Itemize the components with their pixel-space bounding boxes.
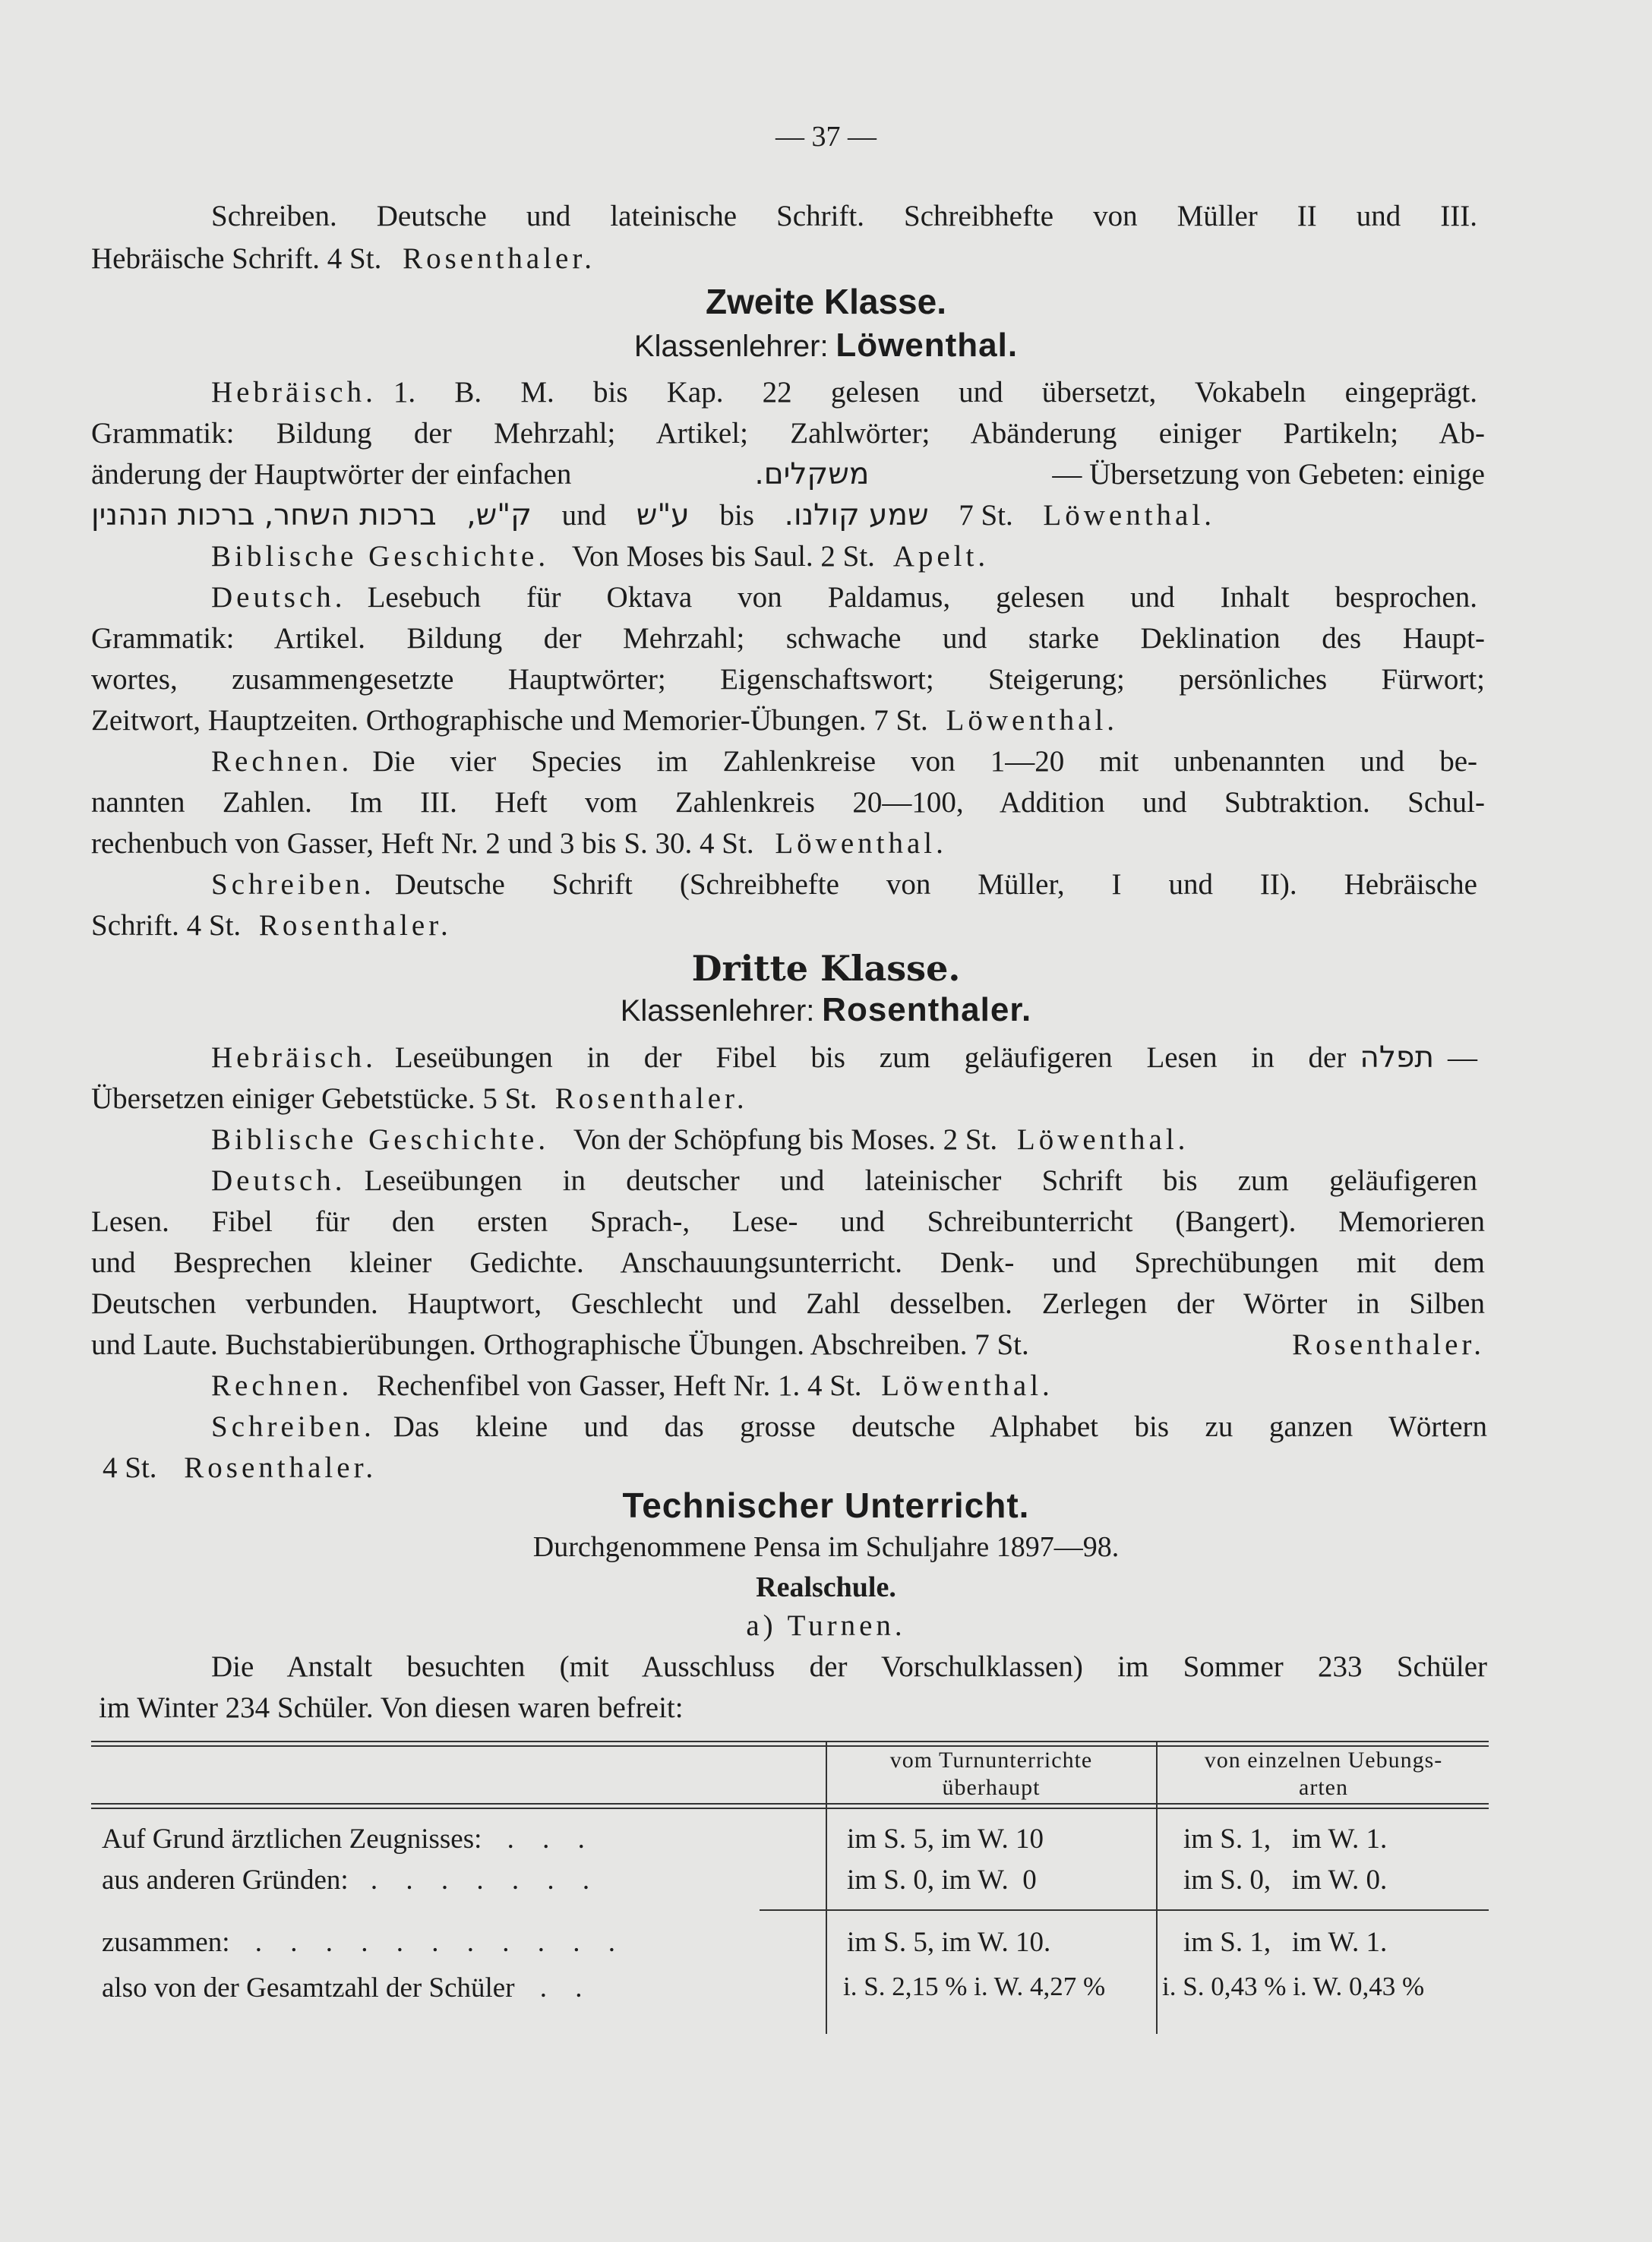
section-title: Technischer Unterricht. (622, 1486, 1030, 1525)
table-column-rule (1156, 1741, 1158, 2034)
text-span: und Laute. Buchstabierübungen. Orthographische Übungen. Abschreiben. 7 St. (91, 1328, 1029, 1361)
hebrew-text: שמע קולנו. (784, 498, 929, 532)
subsection-title: Realschule. (756, 1571, 896, 1603)
text-span: Hebräische Schrift. 4 St. (91, 242, 382, 275)
text-span: Rechenfibel von Gasser, Heft Nr. 1. 4 St. (376, 1369, 862, 1402)
table-rule (91, 1808, 1489, 1809)
text-span: Schrift. 4 St. (91, 909, 242, 942)
table-header-line: überhaupt (942, 1775, 1041, 1800)
hebrew-text: ע"ש (636, 498, 690, 532)
section-title: Dritte Klasse. (691, 948, 961, 989)
text-span: Zeitwort, Hauptzeiten. Orthographische und Memorier-Übungen. 7 St. (91, 704, 928, 737)
text-line (91, 1082, 748, 1116)
table-column-rule (826, 1741, 827, 2034)
hebrew-text: משקלים. (754, 457, 870, 491)
table-header-line: von einzelnen Uebungs- (1204, 1748, 1443, 1773)
row-label-text: aus anderen Gründen: (102, 1865, 349, 1896)
text-line (91, 457, 1485, 491)
section-subtitle: Durchgenommene Pensa im Schuljahre 1897—98. (532, 1531, 1120, 1563)
table-rule (760, 1909, 1489, 1911)
table-row-label (102, 1864, 600, 1896)
text-line (211, 375, 1477, 409)
text-line: und Besprechen kleiner Gedichte. Anschauungsunterricht. Denk- und Sprechübungen mit dem (91, 1246, 1485, 1279)
subject-label: Rechnen. (211, 745, 353, 778)
subject-label: Hebräisch. (211, 376, 377, 409)
text-span: Übersetzen einiger Gebetstücke. 5 St. (91, 1082, 537, 1115)
table-header (828, 1747, 1155, 1801)
table-rule (91, 1741, 1489, 1742)
teacher-name: Löwenthal. (1043, 499, 1215, 532)
text-line (211, 539, 989, 573)
teacher-name: Löwenthal. (1016, 1123, 1189, 1156)
teacher-name: Löwenthal. (775, 827, 947, 860)
text-span: 4 St. (103, 1451, 157, 1484)
class-teacher-name: Rosenthaler. (822, 991, 1032, 1028)
table-header-line: arten (1299, 1775, 1348, 1800)
text-line (211, 867, 1477, 902)
leader-dots: . . . (507, 1824, 595, 1855)
subject-label: Hebräisch. (211, 1041, 377, 1074)
text-line (211, 1040, 1477, 1075)
text-span: Die vier Species im Zahlenkreise von 1—20 mit unbenannten und be- (372, 745, 1477, 778)
text-span: 7 St. (959, 499, 1013, 532)
text-span: Deutsche Schrift (Schreibhefte von Müller, I und II). Hebräische (394, 868, 1477, 901)
text-span: Von Moses bis Saul. 2 St. (571, 540, 875, 573)
row-label-text: also von der Gesamtzahl der Schüler (102, 1972, 515, 2004)
text-line: im Winter 234 Schüler. Von diesen waren befreit: (99, 1691, 684, 1724)
text-line (103, 1451, 377, 1485)
text-line: Lesen. Fibel für den ersten Sprach-, Lese- und Schreibunterricht (Bangert). Memorieren (91, 1205, 1485, 1238)
subject-label: Deutsch. (211, 1164, 346, 1197)
text-line (211, 1123, 1189, 1157)
table-rule (91, 1803, 1489, 1805)
hebrew-text: ברכות השחר, ברכות הנהנין (91, 498, 437, 532)
text-line (91, 826, 947, 860)
text-line: Grammatik: Artikel. Bildung der Mehrzahl; schwache und starke Deklination des Haupt- (91, 622, 1485, 655)
text-line: Grammatik: Bildung der Mehrzahl; Artikel; Zahlwörter; Abänderung einiger Partikeln; Ab- (91, 417, 1485, 450)
table-cell: im S. 0, im W. 0. (1183, 1865, 1388, 1896)
teacher-name: Löwenthal. (881, 1369, 1053, 1402)
class-teacher-name: Löwenthal. (835, 327, 1019, 364)
text-line: wortes, zusammengesetzte Hauptwörter; Eigenschaftswort; Steigerung; persönliches Fürwort; (91, 663, 1485, 696)
class-teacher-label: Klassenlehrer: (633, 330, 829, 363)
table-header (1158, 1747, 1489, 1801)
text-line (211, 580, 1477, 614)
teacher-name: Rosenthaler. (1292, 1328, 1485, 1361)
teacher-name: Rosenthaler. (258, 909, 452, 942)
subject-label: Deutsch. (211, 581, 346, 614)
text-span: rechenbuch von Gasser, Heft Nr. 2 und 3 bis S. 30. 4 St. (91, 827, 754, 860)
text-line: Deutschen verbunden. Hauptwort, Geschlecht und Zahl desselben. Zerlegen der Wörter in Silben (91, 1287, 1485, 1320)
subsection-title: a) Turnen. (746, 1609, 906, 1642)
table-header-line: vom Turnunterrichte (889, 1748, 1093, 1773)
hebrew-text: תפלה (1360, 1040, 1434, 1075)
leader-dots: . . . . . . . (370, 1865, 601, 1896)
exemption-table (91, 1741, 1489, 2037)
leader-dots: . . . . . . . . . . . (254, 1927, 627, 1958)
subject-label: Biblische Geschichte. (211, 540, 550, 573)
table-cell: im S. 5, im W. 10 (847, 1824, 1044, 1855)
table-row-label (102, 1926, 626, 1959)
text-line: Die Anstalt besuchten (mit Ausschluss der Vorschulklassen) im Sommer 233 Schüler (211, 1650, 1487, 1683)
table-cell: i. S. 0,43 % i. W. 0,43 % (1162, 1972, 1425, 2001)
subject-label: Schreiben. (211, 1410, 375, 1443)
text-span: Leseübungen in deutscher und lateinischer Schrift bis zum geläufigeren (364, 1164, 1477, 1197)
subject-label: Biblische Geschichte. (211, 1123, 550, 1156)
page-number: — 37 — (775, 121, 877, 153)
text-span: 1. B. M. bis Kap. 22 gelesen und übersetzt, Vokabeln eingeprägt. (393, 376, 1477, 409)
text-span: Lesebuch für Oktava von Paldamus, gelesen und Inhalt besprochen. (367, 581, 1477, 614)
text-line (91, 498, 1215, 532)
leader-dots: . . (539, 1972, 593, 2004)
hebrew-text: ק"ש, (466, 498, 532, 532)
subject-label: Schreiben. (211, 868, 375, 901)
text-line (91, 242, 595, 276)
text-line (91, 703, 1118, 737)
teacher-name: Rosenthaler. (554, 1082, 748, 1115)
text-line: Schreiben. Deutsche und lateinische Schrift. Schreibhefte von Müller II und III. (211, 200, 1477, 232)
teacher-name: Löwenthal. (946, 704, 1119, 737)
text-line (211, 1369, 1053, 1403)
text-line (211, 744, 1477, 778)
class-teacher (0, 327, 1652, 365)
text-line (211, 1164, 1477, 1198)
row-label-text: zusammen: (102, 1927, 230, 1958)
text-span: — (1448, 1041, 1477, 1074)
subject-label: Rechnen. (211, 1369, 353, 1402)
text-line: nannten Zahlen. Im III. Heft vom Zahlenkreis 20—100, Addition und Subtraktion. Schul- (91, 786, 1485, 819)
table-row-label (102, 1823, 595, 1855)
text-line (91, 908, 452, 943)
text-line (211, 1410, 1487, 1444)
table-row-label (102, 1972, 593, 2004)
text-span: — Übersetzung von Gebeten: einige (1052, 458, 1485, 491)
table-cell: im S. 5, im W. 10. (847, 1927, 1051, 1958)
text-span: und (561, 499, 607, 532)
class-teacher (0, 991, 1652, 1029)
text-span: Von der Schöpfung bis Moses. 2 St. (573, 1123, 998, 1156)
teacher-name: Apelt. (892, 540, 990, 573)
table-cell: im S. 0, im W. 0 (847, 1865, 1037, 1896)
table-cell: i. S. 2,15 % i. W. 4,27 % (843, 1972, 1106, 2001)
row-label-text: Auf Grund ärztlichen Zeugnisses: (102, 1824, 482, 1855)
teacher-name: Rosenthaler. (403, 242, 595, 275)
text-span: Das kleine und das grosse deutsche Alphabet bis zu ganzen Wörtern (393, 1410, 1487, 1443)
table-cell: im S. 1, im W. 1. (1183, 1927, 1388, 1958)
text-span: bis (719, 499, 754, 532)
teacher-name: Rosenthaler. (184, 1451, 377, 1484)
table-cell: im S. 1, im W. 1. (1183, 1824, 1388, 1855)
text-span: Leseübungen in der Fibel bis zum geläufigeren Lesen in der (394, 1041, 1347, 1074)
class-teacher-label: Klassenlehrer: (620, 994, 815, 1028)
text-span: änderung der Hauptwörter der einfachen (91, 458, 572, 491)
section-title: Zweite Klasse. (705, 282, 947, 321)
text-line (91, 1328, 1485, 1362)
